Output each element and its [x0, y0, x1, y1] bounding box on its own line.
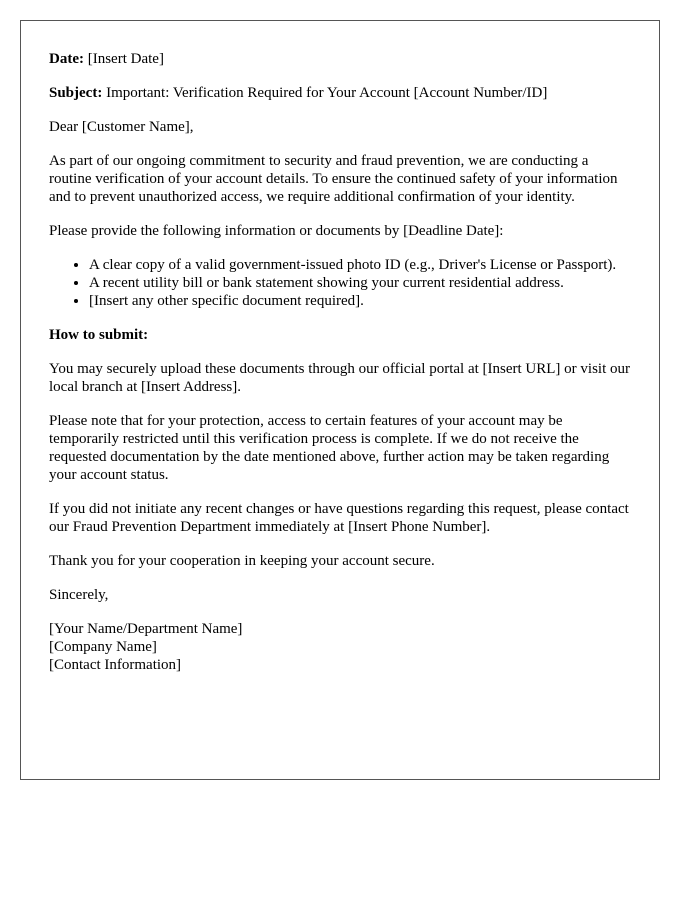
restriction-paragraph: Please note that for your protection, access to certain features of your account may be temporarily restricted until this verification process is complete. If we do not receive the requested documentation by the date mentioned above, further action may be taken regarding your account status. — [49, 413, 610, 483]
documents-list — [49, 256, 631, 310]
request-paragraph: Please provide the following information or documents by [Deadline Date]: — [49, 223, 504, 239]
thanks-paragraph: Thank you for your cooperation in keeping your account secure. — [49, 553, 435, 569]
submit-paragraph: You may securely upload these documents through our official portal at [Insert URL] or visit our local branch at [Insert Address]. — [49, 361, 630, 395]
subject-label: Subject: — [49, 85, 103, 101]
signature-name: [Your Name/Department Name] — [49, 621, 243, 637]
contact-paragraph: If you did not initiate any recent changes or have questions regarding this request, please contact our Fraud Prevention Department immediately at [Insert Phone Number]. — [49, 501, 629, 535]
letter-page — [20, 20, 660, 780]
document-item: • A recent utility bill or bank statement showing your current residential address. — [89, 274, 631, 292]
signature-block — [49, 620, 631, 674]
subject-line — [49, 84, 631, 102]
greeting: Dear [Customer Name], — [49, 119, 194, 135]
intro-paragraph: As part of our ongoing commitment to security and fraud prevention, we are conducting a routine verification of your account details. To ensure the continued safety of your information and to prevent unauthorized access, we require additional confirmation of your identity. — [49, 153, 618, 205]
date-line — [49, 50, 631, 68]
signature-company: [Company Name] — [49, 639, 157, 655]
date-label: Date: — [49, 51, 84, 67]
subject-value: Important: Verification Required for Your Account [Account Number/ID] — [106, 85, 548, 101]
date-value: [Insert Date] — [87, 51, 164, 67]
submit-heading: How to submit: — [49, 327, 149, 343]
document-item: • [Insert any other specific document required]. — [89, 292, 631, 310]
closing: Sincerely, — [49, 587, 109, 603]
signature-contact: [Contact Information] — [49, 657, 182, 673]
document-item: • A clear copy of a valid government-issued photo ID (e.g., Driver's License or Passport). — [89, 256, 631, 274]
